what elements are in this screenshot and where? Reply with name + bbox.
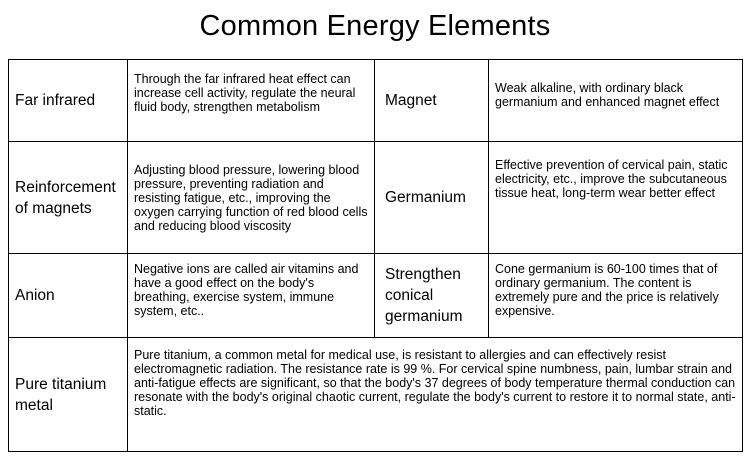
element-description: Weak alkaline, with ordinary black germanium and enhanced magnet effect bbox=[489, 60, 743, 142]
table-row bbox=[9, 254, 743, 338]
table-row bbox=[9, 60, 743, 142]
element-description-wide: Pure titanium, a common metal for medical use, is resistant to allergies and can effectively resist electromagnetic radiation. The resistance rate is 99 %. For cervical spine numbness, pain, lumbar strain and anti-fatigue effects are significant, so that the body's 37 degrees of body temperature thermal conduction can resonate with the body's original chaotic current, regulate the body's current to restore it to normal state, anti-static. bbox=[128, 338, 743, 452]
element-description: Effective prevention of cervical pain, static electricity, etc., improve the subcutaneous tissue heat, long-term wear better effect bbox=[489, 142, 743, 254]
element-label: Strengthen conical germanium bbox=[375, 254, 489, 338]
element-label: Anion bbox=[9, 254, 128, 338]
element-label: Far infrared bbox=[9, 60, 128, 142]
element-label: Germanium bbox=[375, 142, 489, 254]
table-row bbox=[9, 338, 743, 452]
element-description: Cone germanium is 60-100 times that of ordinary germanium. The content is extremely pure and the price is relatively expensive. bbox=[489, 254, 743, 338]
element-description: Adjusting blood pressure, lowering blood pressure, preventing radiation and resisting fatigue, etc., improving the oxygen carrying function of red blood cells and reducing blood viscosity bbox=[128, 142, 375, 254]
element-label: Magnet bbox=[375, 60, 489, 142]
element-description: Through the far infrared heat effect can increase cell activity, regulate the neural fluid body, strengthen metabolism bbox=[128, 60, 375, 142]
table-row bbox=[9, 142, 743, 254]
element-label: Reinforcement of magnets bbox=[9, 142, 128, 254]
element-description: Negative ions are called air vitamins and have a good effect on the body's breathing, exercise system, immune system, etc.. bbox=[128, 254, 375, 338]
element-label: Pure titanium metal bbox=[9, 338, 128, 452]
page-title: Common Energy Elements bbox=[199, 10, 551, 42]
energy-elements-table bbox=[8, 59, 743, 452]
